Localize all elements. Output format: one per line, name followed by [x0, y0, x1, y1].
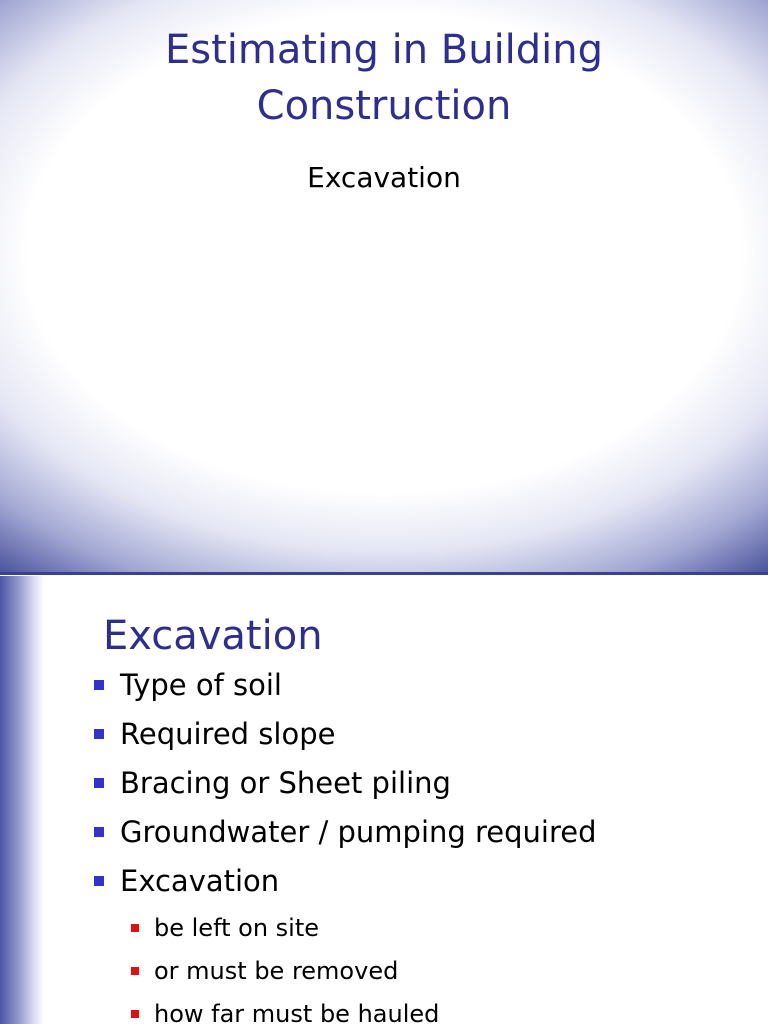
square-bullet-icon: [94, 827, 104, 837]
red-square-bullet-icon: [131, 1010, 139, 1018]
bullet-text: Required slope: [120, 717, 336, 751]
bullet-item: [0, 860, 597, 909]
bullet-text: Bracing or Sheet piling: [120, 766, 451, 800]
red-square-bullet-icon: [131, 924, 139, 932]
sub-bullet-item: [0, 908, 439, 951]
slide-title-line-1: Estimating in Building: [164, 27, 604, 73]
sub-bullet-item: [0, 951, 439, 994]
bullet-list: [0, 664, 597, 909]
bullet-item: [0, 762, 597, 811]
slide-subtitle: Excavation: [307, 161, 461, 194]
bullet-item: [0, 811, 597, 860]
sub-bullet-text: how far must be hauled: [154, 1000, 440, 1024]
sub-bullet-text: be left on site: [154, 914, 319, 942]
slide-title-line-2: Construction: [256, 83, 512, 129]
bullet-item: [0, 713, 597, 762]
square-bullet-icon: [94, 778, 104, 788]
bullet-text: Type of soil: [120, 668, 282, 702]
bullet-text: Excavation: [120, 864, 280, 898]
square-bullet-icon: [94, 729, 104, 739]
bullet-item: [0, 664, 597, 713]
sub-bullet-list: [0, 908, 439, 1024]
sub-bullet-item: [0, 994, 439, 1024]
sub-bullet-text: or must be removed: [154, 957, 399, 985]
bullet-text: Groundwater / pumping required: [120, 815, 597, 849]
slide-divider: [0, 572, 768, 575]
slide-heading: Excavation: [103, 613, 323, 659]
square-bullet-icon: [94, 680, 104, 690]
bullet-slide: [0, 576, 768, 1024]
red-square-bullet-icon: [131, 967, 139, 975]
square-bullet-icon: [94, 876, 104, 886]
slide-title: [0, 22, 768, 134]
